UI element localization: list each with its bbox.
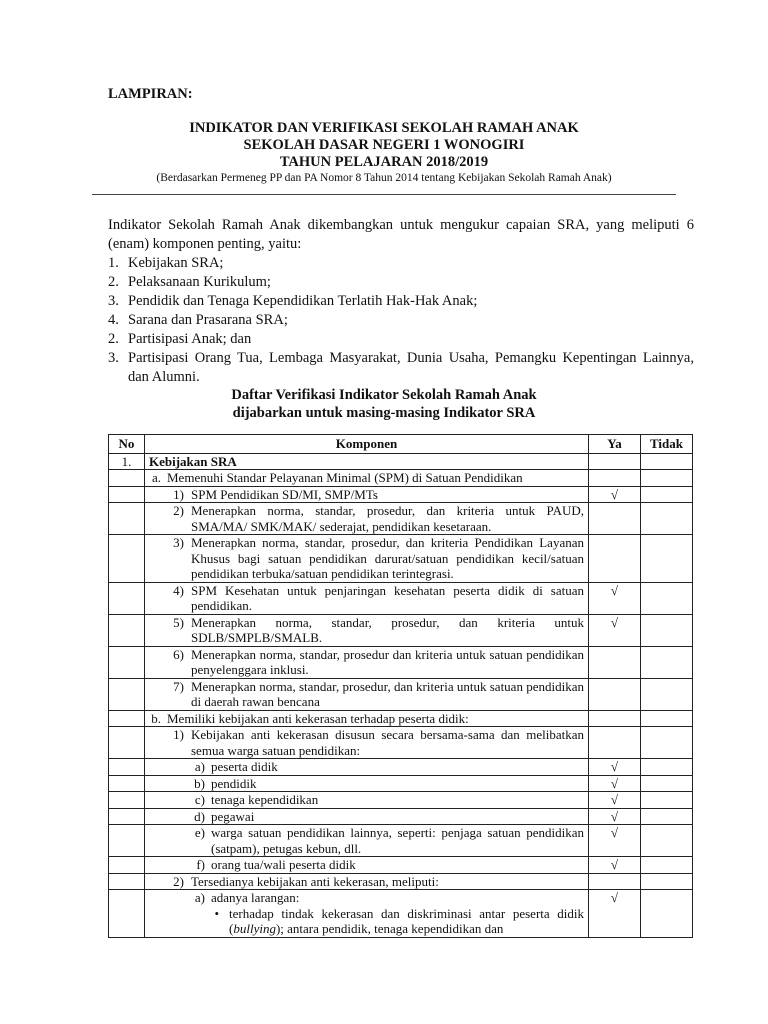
row-komponen xyxy=(145,486,589,503)
table-row xyxy=(109,503,693,535)
tidak-cell xyxy=(641,486,693,503)
bullet-icon: • xyxy=(214,905,219,921)
component-number: 4. xyxy=(108,312,119,328)
row-komponen xyxy=(145,535,589,583)
row-komponen xyxy=(145,503,589,535)
ya-cell xyxy=(589,678,641,710)
ya-cell xyxy=(589,535,641,583)
row-komponen: Kebijakan SRA xyxy=(145,453,589,470)
component-item xyxy=(108,330,694,349)
component-item xyxy=(108,273,694,292)
row-komponen xyxy=(145,808,589,825)
item-label: b) xyxy=(194,775,205,791)
row-komponen xyxy=(145,873,589,890)
row-number xyxy=(109,808,145,825)
table-row xyxy=(109,486,693,503)
item-label: 1) xyxy=(173,486,184,502)
component-list xyxy=(108,254,694,387)
tidak-cell xyxy=(641,582,693,614)
item-label: 1) xyxy=(173,727,184,742)
item-text: Menerapkan norma, standar, prosedur, dan kriteria untuk PAUD, SMA/MA/ SMK/MAK/ sederajat, pendidikan kesetaraan. xyxy=(191,503,584,534)
row-number xyxy=(109,775,145,792)
item-text: Kebijakan anti kekerasan disusun secara bersama-sama dan melibatkan semua warga satuan pendidikan: xyxy=(191,727,584,758)
row-number xyxy=(109,646,145,678)
row-number xyxy=(109,710,145,727)
row-komponen xyxy=(145,775,589,792)
tidak-cell xyxy=(641,710,693,727)
ya-cell xyxy=(589,646,641,678)
header-komponen: Komponen xyxy=(145,435,589,454)
table-row xyxy=(109,470,693,487)
ya-cell xyxy=(589,453,641,470)
tidak-cell xyxy=(641,775,693,792)
table-row xyxy=(109,710,693,727)
table-row xyxy=(109,857,693,874)
table-row xyxy=(109,646,693,678)
row-number xyxy=(109,486,145,503)
item-label: a) xyxy=(194,759,205,774)
item-text: pegawai xyxy=(211,808,255,824)
component-item xyxy=(108,349,694,387)
row-number xyxy=(109,825,145,857)
ya-cell: √ xyxy=(589,825,641,857)
verification-list-title xyxy=(0,386,768,422)
ya-cell: √ xyxy=(589,808,641,825)
lampiran-label: LAMPIRAN: xyxy=(108,86,193,102)
row-number: 1. xyxy=(109,453,145,470)
ya-cell: √ xyxy=(589,792,641,809)
ya-cell xyxy=(589,503,641,535)
item-label: a) xyxy=(194,890,205,905)
item-text: pendidik xyxy=(211,775,257,791)
item-label: 6) xyxy=(173,646,184,662)
component-text: Kebijakan SRA; xyxy=(128,255,224,271)
tidak-cell xyxy=(641,470,693,487)
tidak-cell xyxy=(641,678,693,710)
row-komponen xyxy=(145,710,589,727)
item-text: Menerapkan norma, standar, prosedur, dan kriteria untuk satuan pendidikan di daerah rawan bencana xyxy=(191,678,584,709)
list-title-line-2: dijabarkan untuk masing-masing Indikator SRA xyxy=(232,405,536,421)
component-number: 3. xyxy=(108,350,119,366)
item-text: warga satuan pendidikan lainnya, seperti: penjaga satuan pendidikan (satpam), petugas kebun, dll. xyxy=(211,825,584,856)
table-row xyxy=(109,678,693,710)
table-row xyxy=(109,873,693,890)
component-item xyxy=(108,292,694,311)
heading-divider xyxy=(92,186,676,195)
item-label: 3) xyxy=(173,535,184,550)
heading-line-1: INDIKATOR DAN VERIFIKASI SEKOLAH RAMAH ANAK xyxy=(189,120,579,136)
component-text: Partisipasi Orang Tua, Lembaga Masyarakat, Dunia Usaha, Pemangku Kepentingan Lainnya, dan Alumni. xyxy=(128,350,694,385)
tidak-cell xyxy=(641,646,693,678)
component-text: Pendidik dan Tenaga Kependidikan Terlatih Hak-Hak Anak; xyxy=(128,293,478,309)
row-number xyxy=(109,614,145,646)
row-komponen xyxy=(145,857,589,874)
tidak-cell xyxy=(641,873,693,890)
item-label: 2) xyxy=(173,503,184,518)
table-row xyxy=(109,825,693,857)
ya-cell xyxy=(589,470,641,487)
item-label: f) xyxy=(196,857,205,872)
component-text: Pelaksanaan Kurikulum; xyxy=(128,274,271,290)
tidak-cell xyxy=(641,614,693,646)
item-label: e) xyxy=(194,825,205,840)
ya-cell: √ xyxy=(589,759,641,776)
tidak-cell xyxy=(641,792,693,809)
row-number xyxy=(109,727,145,759)
component-number: 1. xyxy=(108,255,119,271)
item-text: SPM Pendidikan SD/MI, SMP/MTs xyxy=(191,486,378,502)
row-number xyxy=(109,470,145,487)
item-text: adanya larangan: xyxy=(211,890,300,905)
heading-line-2: SEKOLAH DASAR NEGERI 1 WONOGIRI xyxy=(243,137,525,153)
ya-cell xyxy=(589,873,641,890)
row-komponen xyxy=(145,678,589,710)
row-komponen xyxy=(145,890,589,938)
component-number: 3. xyxy=(108,293,119,309)
component-number: 2. xyxy=(108,331,119,347)
item-text: Menerapkan norma, standar, prosedur, dan kriteria untuk SDLB/SMPLB/SMALB. xyxy=(191,614,584,645)
tidak-cell xyxy=(641,535,693,583)
item-label: 2) xyxy=(173,873,184,889)
intro-section xyxy=(108,216,694,387)
row-komponen xyxy=(145,582,589,614)
row-number xyxy=(109,678,145,710)
ya-cell: √ xyxy=(589,775,641,792)
table-row xyxy=(109,759,693,776)
row-komponen xyxy=(145,727,589,759)
component-number: 2. xyxy=(108,274,119,290)
row-number xyxy=(109,873,145,890)
row-number xyxy=(109,503,145,535)
item-label: c) xyxy=(194,792,205,807)
component-text: Partisipasi Anak; dan xyxy=(128,331,252,347)
row-number xyxy=(109,857,145,874)
item-label: 7) xyxy=(173,678,184,694)
item-text: Menerapkan norma, standar, prosedur, dan kriteria Pendidikan Layanan Khusus bagi satuan pendidikan darurat/satuan pendidikan kecil/satuan pendidikan terbuka/satuan pendidikan terintegrasi. xyxy=(191,535,584,581)
table-row xyxy=(109,775,693,792)
item-label: 4) xyxy=(173,582,184,598)
item-text: tenaga kependidikan xyxy=(211,792,319,807)
component-text: Sarana dan Prasarana SRA; xyxy=(128,312,288,328)
table-header-row xyxy=(109,435,693,454)
table-row xyxy=(109,727,693,759)
item-label: 5) xyxy=(173,614,184,630)
item-text: SPM Kesehatan untuk penjaringan kesehatan peserta didik di satuan pendidikan. xyxy=(191,582,584,613)
table-row xyxy=(109,614,693,646)
bullet-text: terhadap tindak kekerasan dan diskriminasi antar peserta didik (bullying); antara pendidik, tenaga kependidikan dan xyxy=(229,905,584,936)
ya-cell: √ xyxy=(589,890,641,938)
table-row xyxy=(109,535,693,583)
row-komponen xyxy=(145,646,589,678)
row-komponen xyxy=(145,792,589,809)
item-text: Menerapkan norma, standar, prosedur dan kriteria untuk satuan pendidikan penyelenggara inklusi. xyxy=(191,646,584,677)
ya-cell: √ xyxy=(589,486,641,503)
heading-subtitle: (Berdasarkan Permeneg PP dan PA Nomor 8 Tahun 2014 tentang Kebijakan Sekolah Ramah Anak) xyxy=(156,172,612,184)
verification-table xyxy=(108,434,693,938)
item-text: Tersedianya kebijakan anti kekerasan, meliputi: xyxy=(191,873,439,889)
item-text: Memenuhi Standar Pelayanan Minimal (SPM) di Satuan Pendidikan xyxy=(167,470,523,485)
row-number xyxy=(109,792,145,809)
tidak-cell xyxy=(641,890,693,938)
ya-cell: √ xyxy=(589,582,641,614)
intro-paragraph: Indikator Sekolah Ramah Anak dikembangkan untuk mengukur capaian SRA, yang meliputi 6 (enam) komponen penting, yaitu: xyxy=(108,217,694,252)
tidak-cell xyxy=(641,857,693,874)
component-item xyxy=(108,254,694,273)
row-number xyxy=(109,759,145,776)
item-text: Memiliki kebijakan anti kekerasan terhadap peserta didik: xyxy=(167,710,469,726)
tidak-cell xyxy=(641,503,693,535)
document-heading xyxy=(0,120,768,195)
row-number xyxy=(109,890,145,938)
ya-cell: √ xyxy=(589,857,641,874)
component-item xyxy=(108,311,694,330)
row-komponen xyxy=(145,614,589,646)
table-row xyxy=(109,453,693,470)
tidak-cell xyxy=(641,453,693,470)
list-title-line-1: Daftar Verifikasi Indikator Sekolah Ramah Anak xyxy=(231,387,537,403)
header-tidak: Tidak xyxy=(641,435,693,454)
item-label: a. xyxy=(151,470,161,485)
item-text: peserta didik xyxy=(211,759,278,774)
item-label: d) xyxy=(194,808,205,824)
tidak-cell xyxy=(641,759,693,776)
ya-cell: √ xyxy=(589,614,641,646)
table-row xyxy=(109,582,693,614)
tidak-cell xyxy=(641,727,693,759)
row-komponen xyxy=(145,825,589,857)
tidak-cell xyxy=(641,825,693,857)
item-label: b. xyxy=(151,710,161,726)
item-text: orang tua/wali peserta didik xyxy=(211,857,356,872)
header-no: No xyxy=(109,435,145,454)
ya-cell xyxy=(589,727,641,759)
tidak-cell xyxy=(641,808,693,825)
row-komponen xyxy=(145,470,589,487)
row-number xyxy=(109,535,145,583)
row-number xyxy=(109,582,145,614)
heading-line-3: TAHUN PELAJARAN 2018/2019 xyxy=(279,154,489,170)
table-row xyxy=(109,792,693,809)
ya-cell xyxy=(589,710,641,727)
table-row xyxy=(109,808,693,825)
header-ya: Ya xyxy=(589,435,641,454)
row-komponen xyxy=(145,759,589,776)
table-row xyxy=(109,890,693,938)
